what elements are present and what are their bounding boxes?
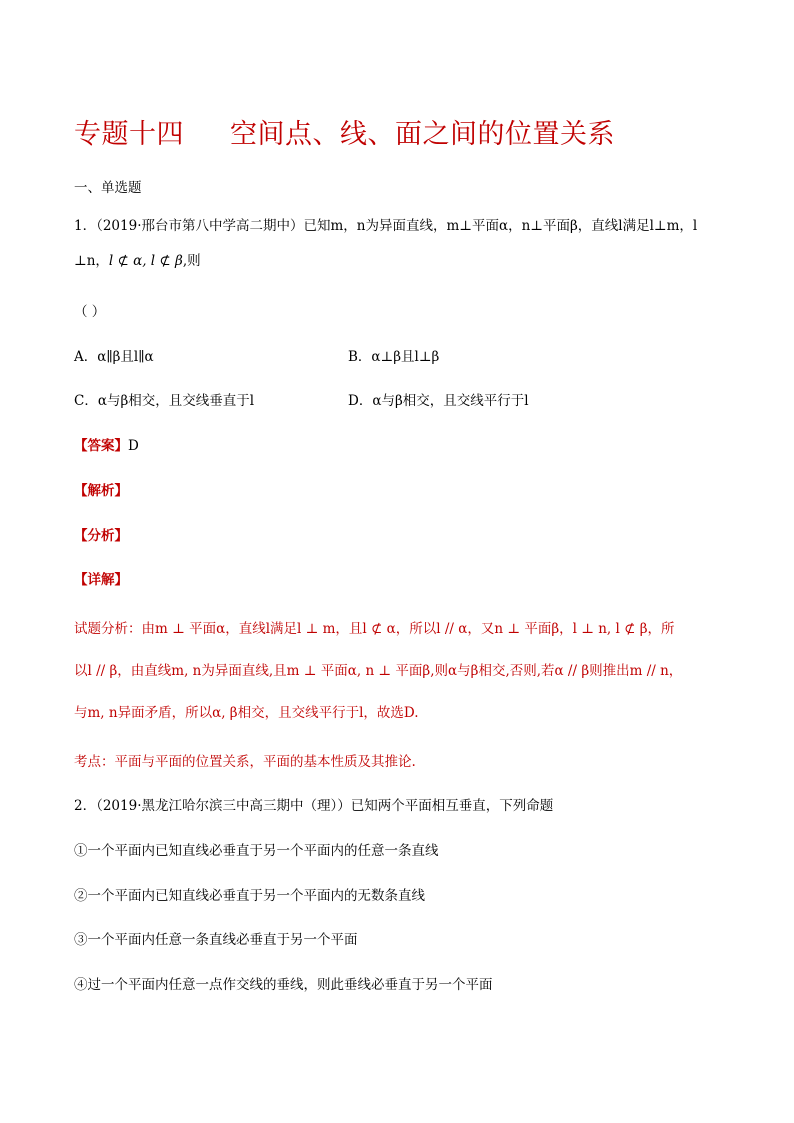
- q1-stem-math: l ⊄ α, l ⊄ β: [108, 253, 183, 269]
- q1-option-c: C．α与β相交，且交线垂直于l: [74, 393, 255, 409]
- q2-stem: 2．（2019·黑龙江哈尔滨三中高三期中（理））已知两个平面相互垂直，下列命题: [74, 798, 554, 814]
- title-topic-name: 空间点、线、面之间的位置关系: [230, 119, 615, 150]
- answer-value: D: [128, 438, 139, 454]
- q1-detail-line1: 试题分析：由m ⊥ 平面α，直线l满足l ⊥ m，且l ⊄ α，所以l // α，又n ⊥ 平面β，l ⊥ n, l ⊄ β，所: [74, 621, 675, 637]
- q2-item-2: ②一个平面内已知直线必垂直于另一个平面内的无数条直线: [74, 888, 425, 904]
- q2-item-4: ④过一个平面内任意一点作交线的垂线，则此垂线必垂直于另一个平面: [74, 977, 493, 993]
- q1-stem-line2-prefix: ⊥n，: [74, 253, 109, 269]
- fenxi-label: 【分析】: [74, 528, 128, 544]
- xiangjie-label: 【详解】: [74, 572, 128, 588]
- q1-stem-line1: 1．（2019·邢台市第八中学高二期中）已知m，n为异面直线，m⊥平面α，n⊥平面β，直线l满足l⊥m，l: [74, 218, 698, 234]
- q1-detail-line2: 以l // β，由直线m, n为异面直线,且m ⊥ 平面α, n ⊥ 平面β,则α与β相交,否则,若α // β则推出m // n，: [74, 663, 683, 679]
- q2-item-1: ①一个平面内已知直线必垂直于另一个平面内的任意一条直线: [74, 843, 439, 859]
- q1-detail-line3: 与m, n异面矛盾，所以α, β相交，且交线平行于l，故选D.: [74, 705, 419, 721]
- q1-answer-paren: （ ）: [74, 304, 106, 320]
- title-topic-number: 专题十四: [74, 119, 184, 150]
- q1-option-b: B．α⊥β且l⊥β: [348, 349, 440, 365]
- q1-kaodian: 考点：平面与平面的位置关系，平面的基本性质及其推论.: [74, 754, 416, 770]
- q1-stem-line2-suffix: ,则: [182, 253, 201, 269]
- answer-label: 【答案】: [74, 438, 128, 454]
- jiexi-label: 【解析】: [74, 483, 128, 499]
- q1-stem-line2: [74, 249, 201, 269]
- page-title: [74, 112, 615, 151]
- section-heading: 一、单选题: [74, 180, 142, 196]
- q1-answer: [74, 434, 139, 454]
- q1-option-d: D．α与β相交，且交线平行于l: [348, 393, 529, 409]
- q2-item-3: ③一个平面内任意一条直线必垂直于另一个平面: [74, 932, 358, 948]
- q1-option-a: A．α∥β且l∥α: [74, 349, 154, 365]
